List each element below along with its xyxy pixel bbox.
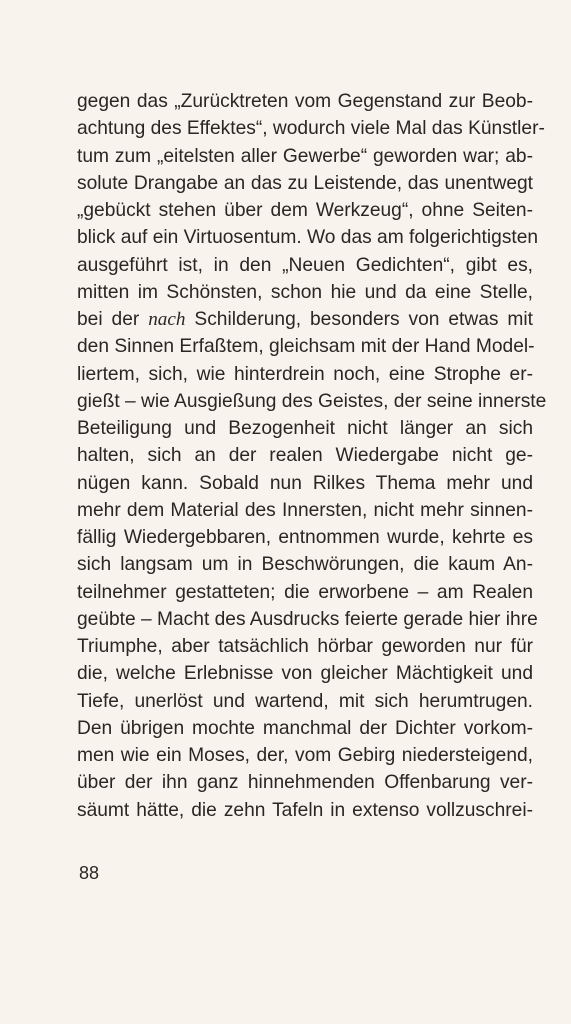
text-line: men wie ein Moses, der, vom Gebirg niedersteigend,	[77, 745, 533, 766]
text-line	[77, 306, 533, 333]
text-line: sich langsam um in Beschwörungen, die kaum An-	[77, 554, 533, 576]
text-line: mehr dem Material des Innersten, nicht mehr sinnen-	[77, 499, 533, 521]
text-line: ausgeführt ist, in den „Neuen Gedichten“, gibt es,	[77, 254, 533, 276]
text-line: tum zum „eitelsten aller Gewerbe“ geworden war; ab-	[77, 145, 533, 167]
body-text	[77, 88, 547, 824]
text-line: die, welche Erlebnisse von gleicher Mächtigkeit und	[77, 663, 533, 685]
text-line: „gebückt stehen über dem Werkzeug“, ohne Seiten-	[77, 200, 533, 221]
text-line: Beteiligung und Bezogenheit nicht länger an sich	[77, 418, 533, 439]
text-line: den Sinnen Erfaßtem, gleichsam mit der Hand Model-	[77, 336, 535, 358]
text-line: halten, sich an der realen Wiedergabe nicht ge-	[77, 445, 533, 467]
text-segment: Schilderung, besonders von etwas mit	[185, 309, 534, 330]
text-line: liertem, sich, wie hinterdrein noch, eine Strophe er-	[77, 363, 533, 385]
text-line: gegen das „Zurücktreten vom Gegenstand zur Beob-	[77, 91, 533, 112]
text-line: über der ihn ganz hinnehmenden Offenbarung ver-	[77, 772, 533, 794]
text-line: solute Drangabe an das zu Leistende, das unentwegt	[77, 172, 533, 194]
page-number: 88	[79, 863, 100, 883]
text-line: mitten im Schönsten, schon hie und da eine Stelle,	[77, 281, 533, 303]
text-line: nügen kann. Sobald nun Rilkes Thema mehr und	[77, 472, 533, 494]
text-line: geübte – Macht des Ausdrucks feierte gerade hier ihre	[77, 608, 538, 630]
text-line: teilnehmer gestatteten; die erworbene – am Realen	[77, 581, 533, 603]
text-line: säumt hätte, die zehn Tafeln in extenso vollzuschrei-	[77, 799, 533, 821]
text-line: Den übrigen mochte manchmal der Dichter vorkom-	[77, 717, 533, 739]
italic-word: nach	[148, 309, 186, 330]
text-line: gießt – wie Ausgießung des Geistes, der seine innerste	[77, 390, 547, 412]
text-line: fällig Wiedergebbaren, entnommen wurde, kehrte es	[77, 527, 533, 548]
text-segment: bei der	[77, 309, 149, 330]
text-line: blick auf ein Virtuosentum. Wo das am folgerichtigsten	[77, 227, 539, 249]
text-line: Triumphe, aber tatsächlich hörbar geworden nur für	[77, 636, 533, 657]
text-line: achtung des Effektes“, wodurch viele Mal das Künstler-	[77, 118, 545, 140]
text-line: Tiefe, unerlöst und wartend, mit sich herumtrugen.	[77, 690, 533, 712]
